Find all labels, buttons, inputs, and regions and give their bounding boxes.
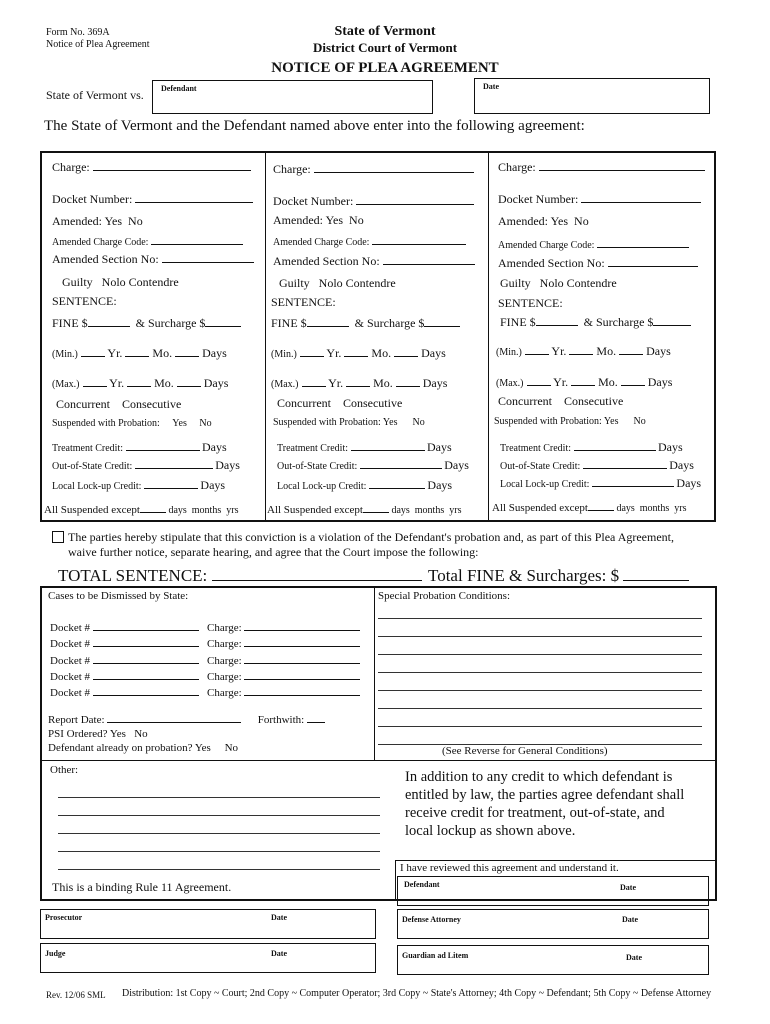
days-label: Days: [200, 478, 226, 492]
max-yr-input[interactable]: [302, 376, 326, 387]
days-label: Days: [647, 375, 673, 389]
sentence-label: SENTENCE:: [52, 294, 117, 308]
revision-note: Rev. 12/06 SML: [46, 990, 106, 1000]
psi-yes[interactable]: Yes: [109, 728, 126, 740]
yr-label: Yr.: [328, 376, 344, 390]
docket-input[interactable]: [135, 192, 253, 203]
days-label: Days: [669, 458, 694, 472]
psi-no[interactable]: No: [134, 728, 148, 740]
docket-input[interactable]: [93, 685, 199, 696]
probation-line[interactable]: [378, 690, 702, 691]
credit-note: [405, 768, 684, 840]
page-title: NOTICE OF PLEA AGREEMENT: [271, 60, 499, 76]
already-probation-label: Defendant already on probation?: [48, 742, 193, 754]
defendant-field[interactable]: [152, 80, 433, 114]
dismissed-row: [50, 636, 360, 652]
days-label: Days: [676, 476, 702, 490]
total-sentence-input[interactable]: [212, 568, 422, 581]
fine-input[interactable]: [307, 316, 349, 327]
surcharge-input[interactable]: [653, 315, 691, 326]
docket-input[interactable]: [581, 192, 701, 203]
yrs-unit: yrs: [674, 503, 687, 514]
all-suspended-input[interactable]: [588, 500, 614, 511]
concurrent-option[interactable]: Concurrent: [277, 396, 331, 410]
mo-label: Mo.: [152, 346, 173, 360]
max-days-input[interactable]: [621, 375, 645, 386]
amended-code-input[interactable]: [151, 234, 243, 245]
local-lockup-input[interactable]: [369, 478, 425, 489]
treatment-credit-label: Treatment Credit:: [277, 443, 349, 454]
min-mo-input[interactable]: [125, 346, 149, 357]
credit-note-line: entitled by law, the parties agree defendant shall: [405, 787, 685, 803]
probation-line[interactable]: [378, 672, 702, 673]
amended-no[interactable]: No: [574, 214, 589, 228]
defense-date-label: Date: [622, 915, 638, 924]
dismissed-list: [50, 620, 360, 701]
reverse-note: (See Reverse for General Conditions): [442, 745, 608, 757]
suspended-yes[interactable]: Yes: [382, 417, 398, 428]
court-title: District Court of Vermont: [312, 40, 458, 55]
out-of-state-label: Out-of-State Credit:: [52, 461, 133, 472]
docket-label: Docket Number:: [52, 192, 133, 206]
local-lockup-label: Local Lock-up Credit:: [500, 479, 590, 490]
amended-section-label: Amended Section No:: [273, 254, 380, 268]
docket-label: Docket #: [50, 638, 91, 651]
yr-label: Yr.: [551, 344, 567, 358]
defendant-label: Defendant: [161, 84, 197, 93]
charge-label: Charge:: [207, 654, 242, 667]
max-yr-input[interactable]: [527, 375, 551, 386]
local-lockup-label: Local Lock-up Credit:: [52, 481, 142, 492]
charge-label: Charge:: [498, 160, 536, 174]
min-yr-input[interactable]: [81, 346, 105, 357]
state-title: State of Vermont: [334, 24, 436, 39]
probation-conditions-title: Special Probation Conditions:: [378, 590, 510, 602]
date-field[interactable]: [474, 78, 710, 114]
docket-input[interactable]: [93, 620, 199, 631]
months-unit: months: [414, 505, 445, 516]
credit-note-line: local lockup as shown above.: [405, 823, 576, 839]
sentence-label: SENTENCE:: [498, 296, 563, 310]
min-label: (Min.): [271, 349, 297, 360]
days-unit: days: [391, 505, 410, 516]
concurrent-option[interactable]: Concurrent: [56, 397, 110, 411]
out-of-state-label: Out-of-State Credit:: [277, 461, 358, 472]
nolo-option[interactable]: Nolo Contendre: [539, 276, 617, 290]
probation-no[interactable]: No: [224, 742, 239, 754]
days-label: Days: [422, 376, 448, 390]
docket-label: Docket Number:: [498, 192, 579, 206]
charge-input[interactable]: [244, 620, 360, 631]
local-lockup-label: Local Lock-up Credit:: [277, 481, 367, 492]
reviewed-text: I have reviewed this agreement and understand it.: [400, 862, 619, 874]
docket-label: Docket #: [50, 670, 91, 683]
all-suspended-label: All Suspended except: [44, 504, 140, 516]
stipulation-line-2: waive further notice, separate hearing, and agree that the Court impose the following:: [68, 545, 479, 559]
judge-date-label: Date: [271, 949, 287, 958]
forthwith-input[interactable]: [307, 712, 325, 723]
max-mo-input[interactable]: [346, 376, 370, 387]
amended-section-label: Amended Section No:: [498, 256, 605, 270]
min-label: (Min.): [52, 349, 78, 360]
days-label: Days: [646, 344, 671, 358]
dismissed-title: Cases to be Dismissed by State:: [48, 590, 189, 602]
dismissed-row: [50, 685, 360, 701]
amended-yes[interactable]: Yes: [550, 214, 569, 228]
probation-line[interactable]: [378, 708, 702, 709]
max-mo-input[interactable]: [571, 375, 595, 386]
other-line[interactable]: [58, 833, 380, 834]
yrs-unit: yrs: [449, 505, 462, 516]
defendant-sig-label: Defendant: [404, 880, 440, 889]
defendant-date-label: Date: [620, 883, 636, 892]
docket-label: Docket #: [50, 687, 91, 700]
min-mo-input[interactable]: [569, 344, 593, 355]
local-lockup-input[interactable]: [592, 476, 674, 487]
charge-input[interactable]: [244, 653, 360, 664]
all-suspended-label: All Suspended except: [492, 502, 588, 514]
charge-input[interactable]: [244, 669, 360, 680]
mo-label: Mo.: [371, 346, 392, 360]
docket-label: Docket #: [50, 654, 91, 667]
charge-input[interactable]: [539, 160, 705, 171]
days-label: Days: [444, 458, 469, 472]
consecutive-option[interactable]: Consecutive: [563, 394, 624, 408]
surcharge-label: & Surcharge $: [583, 315, 654, 329]
max-yr-input[interactable]: [83, 376, 107, 387]
suspended-no[interactable]: No: [412, 417, 425, 428]
report-date-input[interactable]: [107, 712, 241, 723]
probation-line[interactable]: [378, 618, 702, 619]
sentence-label: SENTENCE:: [271, 295, 336, 309]
guardian-label: Guardian ad Litem: [402, 951, 469, 960]
local-lockup-input[interactable]: [144, 478, 198, 489]
total-sentence-label: TOTAL SENTENCE:: [58, 566, 208, 585]
defendant-signature[interactable]: [397, 876, 709, 906]
min-days-input[interactable]: [619, 344, 643, 355]
nolo-option[interactable]: Nolo Contendre: [318, 276, 396, 290]
suspended-probation-label: Suspended with Probation:: [273, 417, 381, 428]
charge-label: Charge:: [207, 638, 242, 651]
guilty-option[interactable]: Guilty: [279, 276, 310, 290]
charge-label: Charge:: [207, 670, 242, 683]
fine-label: FINE $: [52, 316, 88, 330]
out-of-state-input[interactable]: [583, 458, 667, 469]
days-label: Days: [202, 440, 227, 454]
yr-label: Yr.: [326, 346, 342, 360]
min-days-input[interactable]: [394, 346, 418, 357]
section-divider-h: [41, 760, 716, 761]
treatment-credit-input[interactable]: [126, 440, 200, 451]
nolo-option[interactable]: Nolo Contendre: [101, 275, 179, 289]
docket-label: Docket #: [50, 622, 91, 634]
concurrent-option[interactable]: Concurrent: [498, 394, 552, 408]
suspended-no[interactable]: No: [199, 418, 212, 429]
mo-label: Mo.: [596, 344, 617, 358]
charge-input[interactable]: [93, 160, 251, 171]
psi-label: PSI Ordered?: [48, 728, 108, 740]
surcharge-input[interactable]: [205, 316, 241, 327]
treatment-credit-label: Treatment Credit:: [500, 443, 572, 454]
days-label: Days: [215, 458, 240, 472]
guardian-date-label: Date: [626, 953, 642, 962]
judge-signature[interactable]: [40, 943, 376, 973]
defense-attorney-label: Defense Attorney: [402, 915, 461, 924]
max-days-input[interactable]: [396, 376, 420, 387]
charge-label: Charge:: [273, 162, 311, 176]
dismissed-row: [50, 653, 360, 669]
section-divider: [374, 587, 375, 760]
amended-section-input[interactable]: [162, 252, 254, 263]
amended-label: Amended:: [52, 214, 102, 228]
suspended-yes[interactable]: Yes: [603, 416, 619, 427]
max-days-input[interactable]: [177, 376, 201, 387]
docket-input[interactable]: [93, 653, 199, 664]
charge-label: Charge:: [52, 160, 90, 174]
form-name: Notice of Plea Agreement: [46, 39, 150, 50]
treatment-credit-label: Treatment Credit:: [52, 443, 124, 454]
prosecutor-date-label: Date: [271, 913, 287, 922]
docket-input[interactable]: [356, 194, 474, 205]
dismissed-row: [50, 669, 360, 685]
suspended-probation-label: Suspended with Probation:: [494, 416, 602, 427]
surcharge-label: & Surcharge $: [135, 316, 206, 330]
yr-label: Yr.: [553, 375, 569, 389]
docket-input[interactable]: [93, 636, 199, 647]
out-of-state-label: Out-of-State Credit:: [500, 461, 581, 472]
charge-column-2: [267, 152, 493, 520]
max-label: (Max.): [52, 379, 80, 390]
min-mo-input[interactable]: [344, 346, 368, 357]
guilty-option[interactable]: Guilty: [500, 276, 531, 290]
form-number: Form No. 369A: [46, 27, 110, 38]
amended-no[interactable]: No: [349, 213, 364, 227]
all-suspended-input[interactable]: [363, 502, 389, 513]
docket-label: Docket Number:: [273, 194, 354, 208]
forthwith-label: Forthwith:: [257, 714, 305, 726]
fine-input[interactable]: [88, 316, 130, 327]
amended-code-input[interactable]: [372, 234, 466, 245]
amended-code-label: Amended Charge Code:: [273, 237, 370, 248]
days-label: Days: [202, 346, 227, 360]
min-yr-input[interactable]: [525, 344, 549, 355]
surcharge-label: & Surcharge $: [354, 316, 425, 330]
charge-column-3: [490, 152, 716, 520]
amended-yes[interactable]: Yes: [104, 214, 123, 228]
amended-code-label: Amended Charge Code:: [498, 240, 595, 251]
amended-code-input[interactable]: [597, 237, 689, 248]
stipulation-checkbox[interactable]: [52, 531, 64, 543]
docket-input[interactable]: [93, 669, 199, 680]
credit-note-line: receive credit for treatment, out-of-state, and: [405, 805, 665, 821]
probation-line[interactable]: [378, 636, 702, 637]
binding-text: This is a binding Rule 11 Agreement.: [52, 880, 232, 894]
amended-section-label: Amended Section No:: [52, 252, 159, 266]
days-label: Days: [427, 440, 452, 454]
probation-yes[interactable]: Yes: [194, 742, 211, 754]
guardian-signature[interactable]: [397, 945, 709, 975]
max-mo-input[interactable]: [127, 376, 151, 387]
min-yr-input[interactable]: [300, 346, 324, 357]
charge-input[interactable]: [244, 636, 360, 647]
amended-section-input[interactable]: [383, 254, 475, 265]
charge-label: Charge:: [207, 622, 242, 634]
charge-input[interactable]: [244, 685, 360, 696]
mo-label: Mo.: [598, 375, 618, 389]
amended-no[interactable]: No: [128, 214, 143, 228]
total-fine-label: Total FINE & Surcharges: $: [428, 566, 620, 585]
prosecutor-label: Prosecutor: [45, 913, 83, 922]
months-unit: months: [191, 505, 222, 516]
judge-label: Judge: [45, 949, 66, 958]
amended-code-label: Amended Charge Code:: [52, 237, 149, 248]
days-label: Days: [203, 376, 229, 390]
suspended-yes[interactable]: Yes: [172, 418, 187, 429]
out-of-state-input[interactable]: [135, 458, 213, 469]
days-unit: days: [168, 505, 187, 516]
all-suspended-input[interactable]: [140, 502, 166, 513]
days-unit: days: [616, 503, 635, 514]
fine-label: FINE $: [271, 316, 307, 330]
dismissed-row: [50, 620, 360, 636]
out-of-state-input[interactable]: [360, 458, 442, 469]
amended-yes[interactable]: Yes: [325, 213, 344, 227]
date-label: Date: [483, 82, 499, 91]
charge-input[interactable]: [314, 162, 474, 173]
credit-note-line: In addition to any credit to which defendant is: [405, 769, 673, 785]
guilty-option[interactable]: Guilty: [62, 275, 93, 289]
amended-label: Amended:: [273, 213, 323, 227]
other-line[interactable]: [58, 815, 380, 816]
amended-section-input[interactable]: [608, 256, 698, 267]
fine-label: FINE $: [500, 315, 536, 329]
days-label: Days: [421, 346, 446, 360]
treatment-credit-input[interactable]: [351, 440, 425, 451]
max-label: (Max.): [496, 378, 524, 389]
yr-label: Yr.: [107, 346, 123, 360]
days-label: Days: [658, 440, 683, 454]
min-days-input[interactable]: [175, 346, 199, 357]
charge-column-1: [42, 152, 268, 520]
prosecutor-signature[interactable]: [40, 909, 376, 939]
mo-label: Mo.: [373, 376, 393, 390]
consecutive-option[interactable]: Consecutive: [121, 397, 182, 411]
defense-attorney-signature[interactable]: [397, 909, 709, 939]
suspended-no[interactable]: No: [633, 416, 646, 427]
fine-input[interactable]: [536, 315, 578, 326]
other-line[interactable]: [58, 851, 380, 852]
months-unit: months: [639, 503, 670, 514]
other-line[interactable]: [58, 869, 380, 870]
total-fine-input[interactable]: [623, 568, 689, 581]
probation-line[interactable]: [378, 654, 702, 655]
surcharge-input[interactable]: [424, 316, 460, 327]
consecutive-option[interactable]: Consecutive: [342, 396, 403, 410]
amended-label: Amended:: [498, 214, 548, 228]
state-vs-label: State of Vermont vs.: [46, 88, 144, 102]
treatment-credit-input[interactable]: [574, 440, 656, 451]
distribution-note: Distribution: 1st Copy ~ Court; 2nd Copy ~ Computer Operator; 3rd Copy ~ State's Attorney; 4th Copy ~ Defendant; 5th Copy ~ Defense Attorney: [122, 988, 712, 999]
suspended-probation-label: Suspended with Probation:: [52, 418, 160, 429]
intro-text: The State of Vermont and the Defendant named above enter into the following agreement:: [44, 118, 585, 134]
max-label: (Max.): [271, 379, 299, 390]
stipulation-line-1: The parties hereby stipulate that this conviction is a violation of the Defendant's probation and, as part of this Plea Agreement,: [68, 530, 674, 544]
all-suspended-label: All Suspended except: [267, 504, 363, 516]
probation-line[interactable]: [378, 726, 702, 727]
other-line[interactable]: [58, 797, 380, 798]
min-label: (Min.): [496, 347, 522, 358]
other-label: Other:: [50, 764, 79, 776]
mo-label: Mo.: [154, 376, 174, 390]
charge-label: Charge:: [207, 687, 242, 700]
yrs-unit: yrs: [226, 505, 239, 516]
days-label: Days: [427, 478, 453, 492]
yr-label: Yr.: [109, 376, 125, 390]
report-date-label: Report Date:: [48, 714, 105, 726]
